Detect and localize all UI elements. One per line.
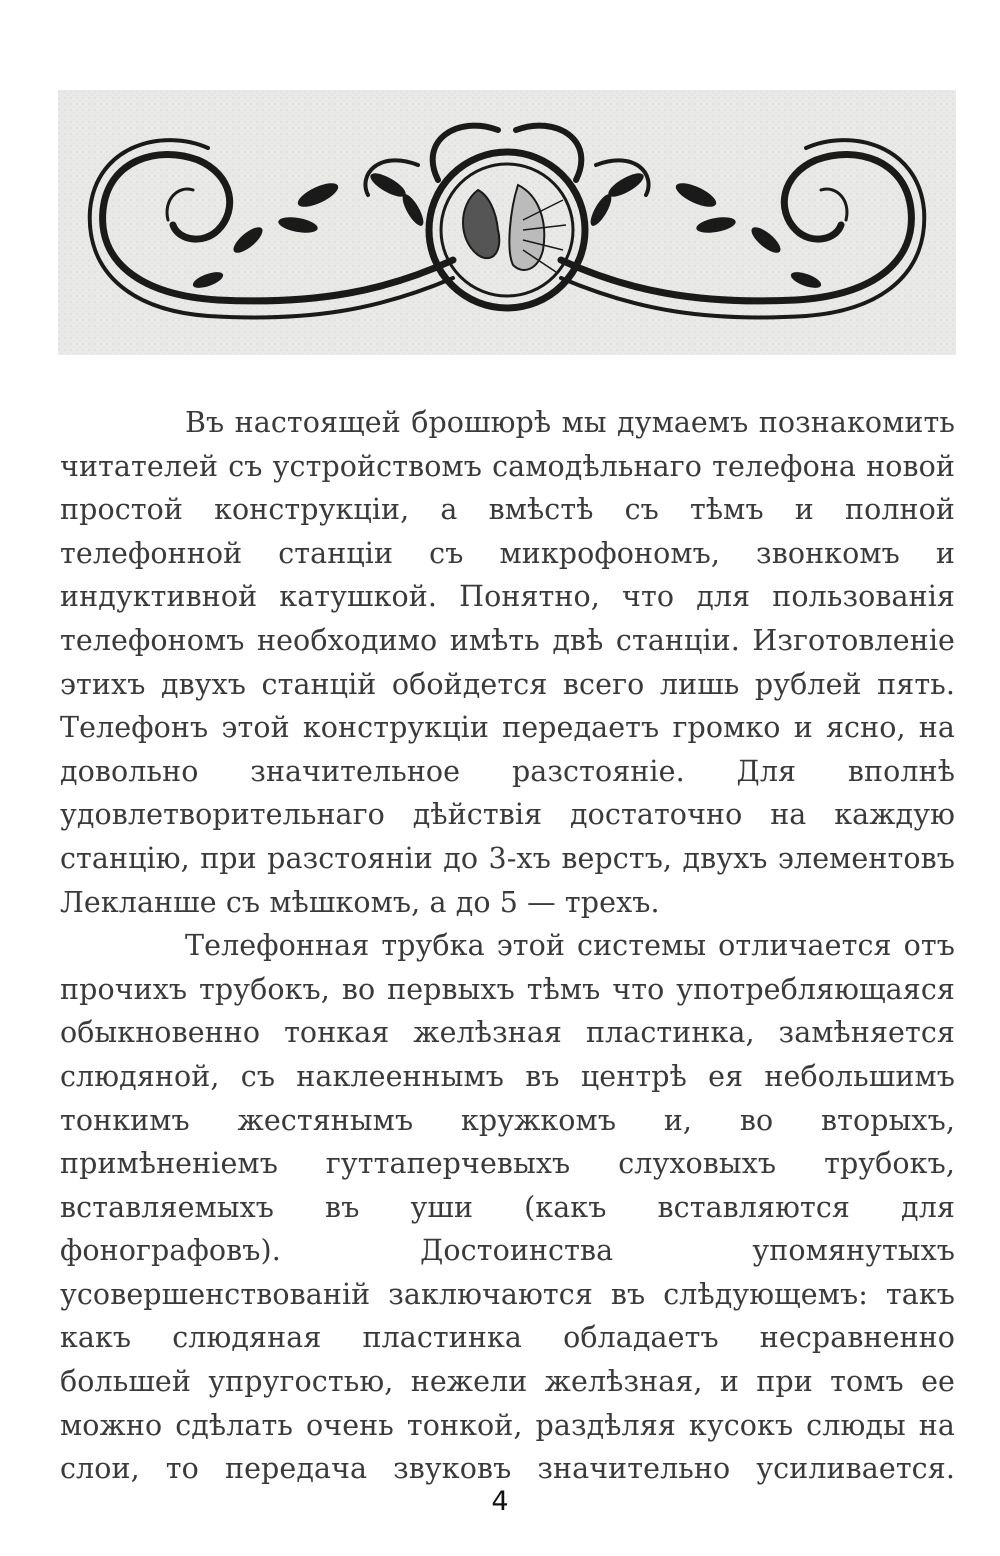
ornament-illustration	[58, 90, 956, 355]
paragraph-1: Въ настоящей брошюрѣ мы думаемъ познакомить читателей съ устройствомъ самодѣльнаго телефона новой простой конструкціи, а вмѣстѣ съ тѣмъ и полной телефонной станціи съ микрофономъ, звонкомъ и индуктивной катушкой. Понятно, что для пользованія телефономъ необходимо имѣть двѣ станціи. Изготовленіе этихъ двухъ станцій обойдется всего лишь рублей пять. Телефонъ этой конструкціи передаетъ громко и ясно, на довольно значительное разстояніе. Для вполнѣ удовлетворительнаго дѣйствія достаточно на каждую станцію, при разстояніи до 3-хъ верстъ, двухъ элементовъ Лекланше съ мѣшкомъ, а до 5 — трехъ.	[60, 406, 955, 919]
page-number: 4	[491, 1486, 509, 1517]
decorative-headpiece-ornament	[58, 90, 956, 355]
paragraph-2: Телефонная трубка этой системы отличается отъ прочихъ трубокъ, во первыхъ тѣмъ что употребляющаяся обыкновенно тонкая желѣзная пластинка, замѣняется слюдяной, съ наклееннымъ въ центрѣ ея небольшимъ тонкимъ жестянымъ кружкомъ и, во вторыхъ, примѣненіемъ гуттаперчевыхъ слуховыхъ трубокъ, вставляемыхъ въ уши (какъ вставляются для фонографовъ). Достоинства упомянутыхъ усовершенствованій заключаются въ слѣдующемъ: такъ какъ слюдяная пластинка обладаетъ несравненно большей упругостью, нежели желѣзная, и при томъ ее можно сдѣлать очень тонкой, раздѣляя кусокъ слюды на слои, то передача звуковъ значительно усиливается.	[60, 929, 955, 1486]
body-text	[60, 401, 955, 1491]
